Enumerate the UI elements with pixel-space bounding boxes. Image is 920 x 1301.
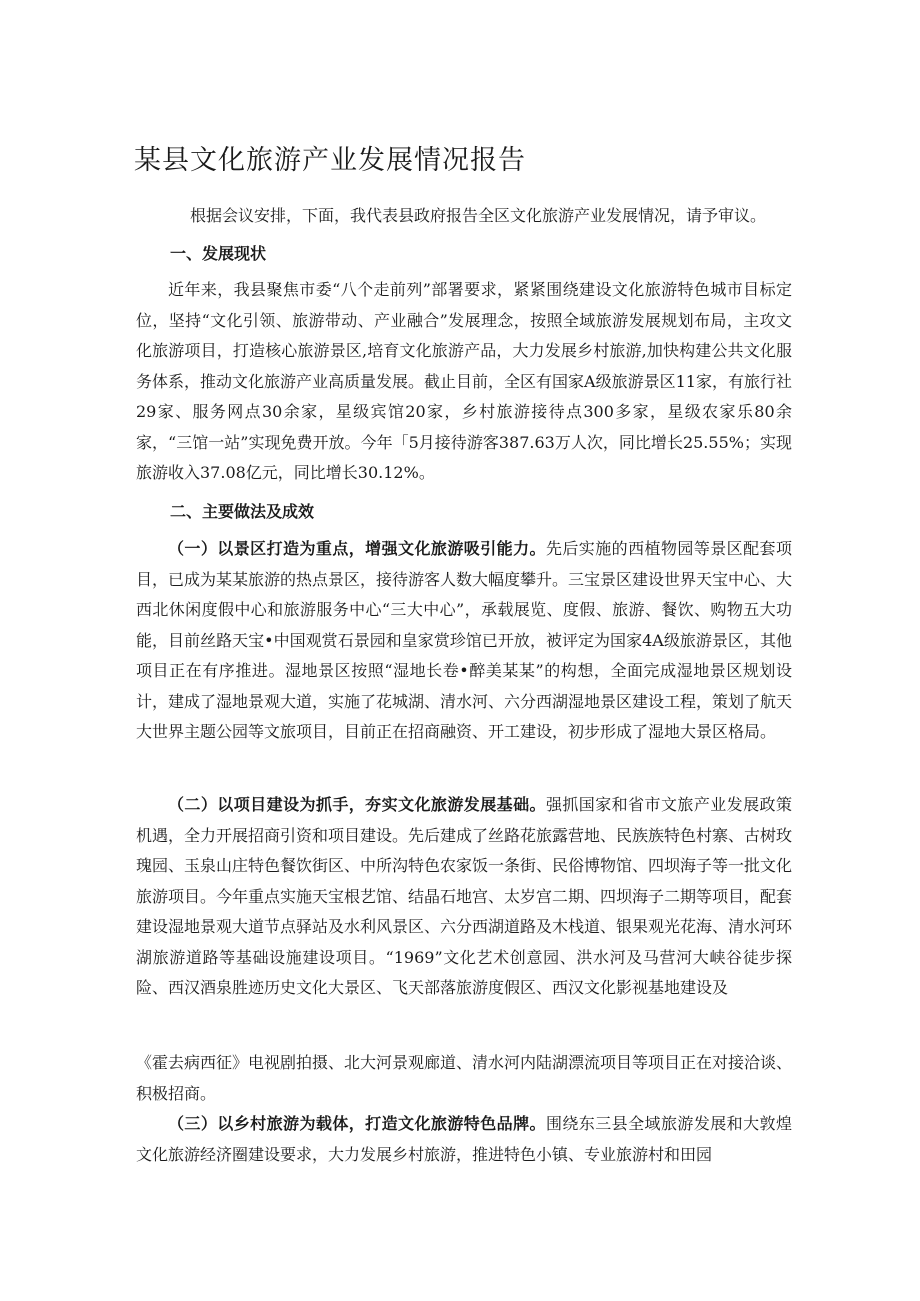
intro-paragraph: 根据会议安排，下面，我代表县政府报告全区文化旅游产业发展情况，请予审议。: [190, 206, 767, 225]
measure-item-scenic: [136, 534, 792, 748]
section-heading-measures: 二、主要做法及成效: [170, 502, 315, 521]
measure-item-rural: [136, 1109, 792, 1170]
measure-item-projects-lead: （二）以项目建设为抓手，夯实文化旅游发展基础。: [168, 795, 546, 814]
section-heading-status: 一、发展现状: [170, 244, 267, 263]
measure-item-rural-body: 围绕东三县全域旅游发展和大敦煌文化旅游经济圈建设要求，大力发展乡村旅游，推进特色小镇、专业旅游村和田园: [136, 1114, 792, 1164]
measure-item-projects-continued: 《霍去病西征》电视剧拍摄、北大河景观廊道、清水河内陆湖漂流项目等项目正在对接洽谈、积极招商。: [136, 1053, 793, 1103]
measure-item-rural-lead: （三）以乡村旅游为载体，打造文化旅游特色品牌。: [168, 1114, 546, 1133]
measure-item-scenic-body: 先后实施的西植物园等景区配套项目，已成为某某旅游的热点景区，接待游客人数大幅度攀升。三宝景区建设世界天宝中心、大西北休闲度假中心和旅游服务中心“三大中心”，承载展览、度假、旅游、餐饮、购物五大功能，目前丝路天宝•中国观赏石景园和皇家赏珍馆已开放，被评定为国家4A级旅游景区，其他项目正在有序推进。湿地景区按照“湿地长卷•醉美某某”的构想，全面完成湿地景区规划设计，建成了湿地景观大道，实施了花城湖、清水河、六分西湖湿地景区建设工程，策划了航天大世界主题公园等文旅项目，目前正在招商融资、开工建设，初步形成了湿地大景区格局。: [136, 539, 793, 741]
measure-item-projects: [136, 790, 792, 1004]
measure-item-scenic-lead: （一）以景区打造为重点，增强文化旅游吸引能力。: [168, 539, 546, 558]
section-status-paragraph: 近年来，我县聚焦市委“八个走前列”部署要求，紧紧围绕建设文化旅游特色城市目标定位，坚持“文化引领、旅游带动、产业融合”发展理念，按照全域旅游发展规划布局，主攻文化旅游项目，打造核心旅游景区,培育文化旅游产品，大力发展乡村旅游,加快构建公共文化服务体系，推动文化旅游产业高质量发展。截止目前，全区有国家A级旅游景区11家，有旅行社29家、服务网点30余家，星级宾馆20家，乡村旅游接待点300多家，星级农家乐80余家，“三馆一站”实现免费开放。今年「5月接待游客387.63万人次，同比增长25.55%；实现旅游收入37.08亿元，同比增长30.12%。: [136, 280, 792, 482]
measure-item-projects-body: 强抓国家和省市文旅产业发展政策机遇，全力开展招商引资和项目建设。先后建成了丝路花旅露营地、民族族特色村寨、古树玫瑰园、玉泉山庄特色餐饮街区、中所沟特色农家饭一条街、民俗博物馆、四坝海子等一批文化旅游项目。今年重点实施天宝根艺馆、结晶石地宫、太岁宫二期、四坝海子二期等项目，配套建设湿地景观大道节点驿站及水利风景区、六分西湖道路及木栈道、银果观光花海、清水河环湖旅游道路等基础设施建设项目。“1969”文化艺术创意园、洪水河及马营河大峡谷徒步探险、西汉酒泉胜迹历史文化大景区、飞天部落旅游度假区、西汉文化影视基地建设及: [136, 795, 793, 997]
document-title: 某县文化旅游产业发展情况报告: [134, 145, 526, 176]
